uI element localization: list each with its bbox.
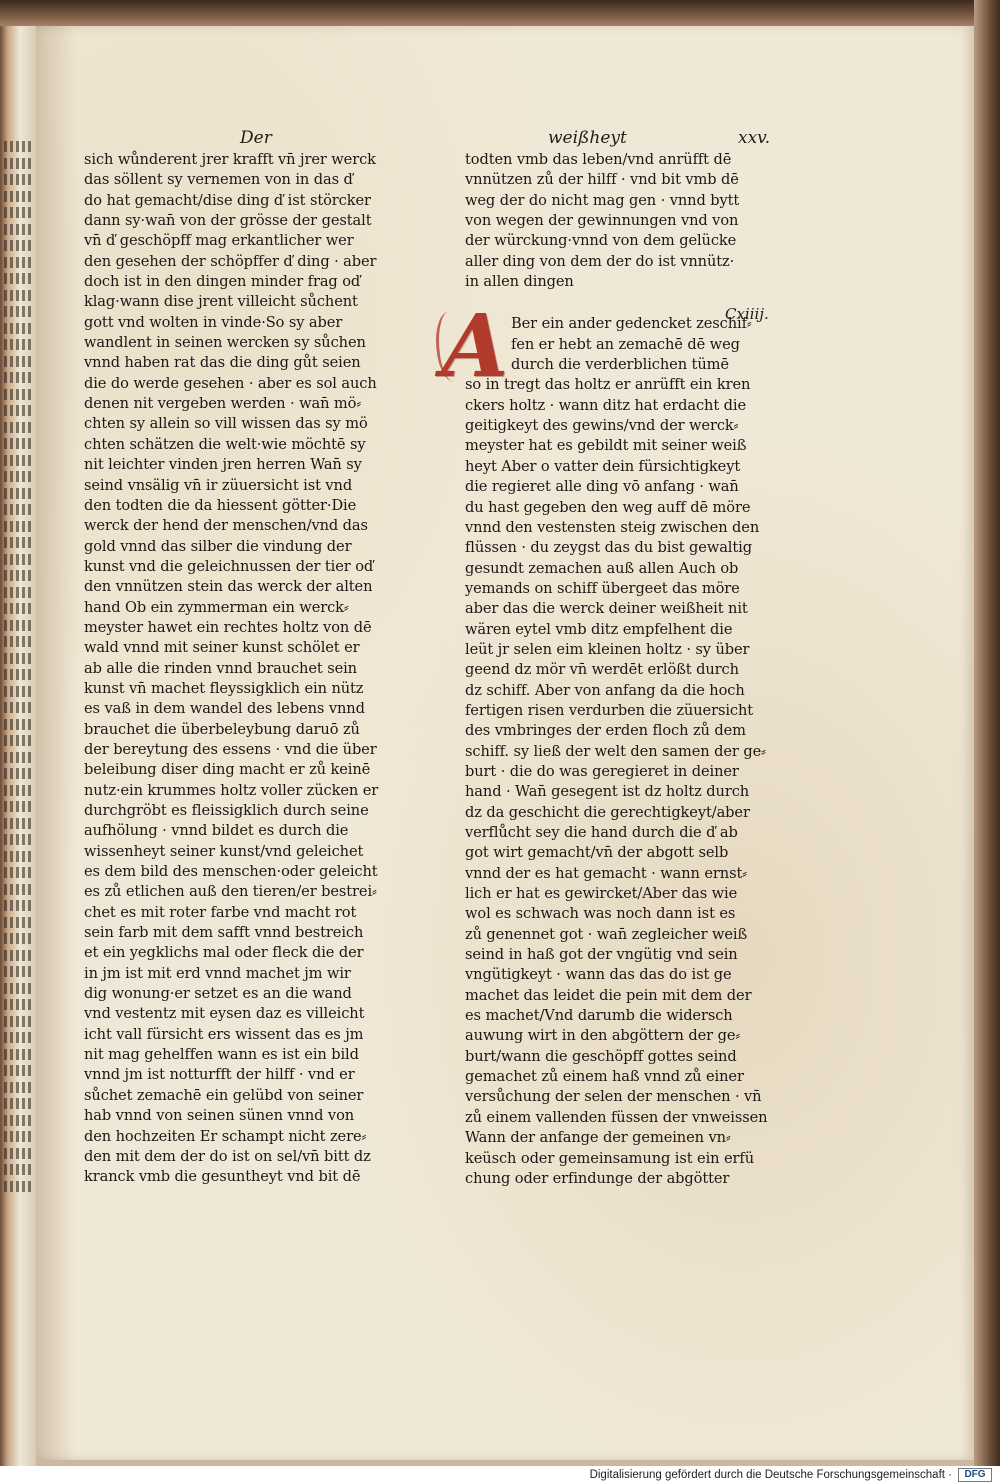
facing-page-text-fragment	[4, 372, 32, 383]
text-line: gesundt zemachen auß allen Auch ob	[465, 559, 739, 577]
text-line: so in tregt das holtz er anrüfft ein kren	[465, 376, 751, 394]
text-line: geitigkeyt des gewins/vnd der werck⸗	[465, 417, 739, 435]
text-line: chet es mit roter farbe vnd macht rot	[84, 903, 357, 921]
text-line: durchgröbt es fleissigklich durch seine	[84, 802, 369, 819]
facing-page-text-fragment	[4, 570, 32, 581]
text-line: do hat gemacht/dise ding ď ist störcker	[84, 191, 371, 209]
text-line: got wirt gemacht/vn̄ der abgott selb	[465, 844, 729, 862]
text-line: wären eytel vmb ditz empfelhent die	[465, 620, 733, 638]
text-line: die do werde gesehen · aber es sol auch	[84, 374, 377, 392]
text-line: den hochzeiten Er schampt nicht zere⸗	[84, 1127, 367, 1145]
chapter-number: Cxiiij.	[725, 305, 769, 323]
text-line: kunst vnd die geleichnussen der tier oď	[84, 557, 374, 575]
text-line: dig wonung·er setzet es an die wand	[84, 985, 352, 1003]
text-line: hand Ob ein zymmerman ein werck⸗	[84, 598, 349, 616]
facing-page-text-fragment	[4, 273, 32, 284]
text-line: vnnd jm ist notturfft der hilff · vnd er	[84, 1066, 355, 1084]
text-line: ab alle die rinden vnnd brauchet sein	[84, 659, 357, 677]
text-line: dz schiff. Aber von anfang da die hoch	[465, 681, 745, 699]
text-line: den vnnützen stein das werck der alten	[84, 578, 373, 596]
facing-page-text-fragment	[4, 867, 32, 878]
text-line: aber das die werck deiner weißheit nit	[465, 600, 748, 618]
facing-page-text-fragment	[4, 851, 32, 862]
facing-page-text-fragment	[4, 1065, 32, 1076]
text-line: doch ist in den dingen minder frag oď	[84, 273, 361, 291]
text-line: das söllent sy vernemen von in das ď	[84, 171, 353, 189]
text-line: Ber ein ander gedencket zeschif⸗	[511, 315, 752, 333]
facing-page-text-fragment	[4, 488, 32, 499]
text-line: es vaß in dem wandel des lebens vnnd	[84, 700, 365, 718]
left-text-column	[84, 150, 414, 1188]
text-line: den gesehen der schöpffer ď ding · aber	[84, 252, 377, 270]
text-line: zů einem vallenden füssen der vnweissen	[465, 1108, 768, 1126]
text-line: verflůcht sey die hand durch die ď ab	[465, 824, 738, 841]
text-line: du hast gegeben den weg auff dē möre	[465, 498, 751, 516]
text-line: vnd vestentz mit eysen daz es villeicht	[84, 1005, 365, 1023]
text-line: klag·wann dise jrent villeicht sůchent	[84, 293, 358, 311]
facing-page-text-fragment	[4, 1115, 32, 1126]
facing-page-text-fragment	[4, 1181, 32, 1192]
facing-page-text-fragment	[4, 323, 32, 334]
facing-page-text-fragment	[4, 669, 32, 680]
text-line: flüssen · du zeygst das du bist gewaltig	[465, 539, 752, 557]
text-line: wald vnnd mit seiner kunst schölet er	[84, 639, 360, 657]
facing-page-text-fragment	[4, 966, 32, 977]
facing-page-text-fragment	[4, 768, 32, 779]
facing-page-text-fragment	[4, 620, 32, 631]
text-line: chung oder erfindunge der abgötter	[465, 1169, 730, 1187]
facing-page-text-fragment	[4, 686, 32, 697]
text-line: schiff. sy ließ der welt den samen der ge⸗	[465, 742, 766, 760]
text-line: des vmbringes der erden floch zů dem	[465, 722, 746, 740]
text-line: meyster hat es gebildt mit seiner weiß	[465, 437, 747, 455]
right-column-top-block	[465, 150, 775, 292]
text-line: lich er hat es gewircket/Aber das wie	[465, 885, 738, 903]
facing-page-text-fragment	[4, 438, 32, 449]
text-line: wandlent in seinen wercken sy sůchen	[84, 334, 366, 352]
text-line: hand · Wan̄ gesegent ist dz holtz durch	[465, 783, 750, 801]
text-line: Wann der anfange der gemeinen vn⸗	[465, 1129, 731, 1147]
text-line: den todten die da hiessent götter·Die	[84, 496, 357, 514]
facing-page-edge	[0, 26, 36, 1466]
facing-page-text-fragment	[4, 207, 32, 218]
facing-page-text-fragment	[4, 999, 32, 1010]
facing-page-text-fragment	[4, 257, 32, 268]
text-line: nit leichter vinden jren herren Wan̄ sy	[84, 456, 362, 474]
text-line: meyster hawet ein rechtes holtz von dē	[84, 618, 372, 636]
text-line: fertigen risen verdurben die züuersicht	[465, 701, 754, 719]
text-line: in jm ist mit erd vnnd machet jm wir	[84, 964, 351, 982]
text-line: der würckung·vnnd von dem gelücke	[465, 232, 737, 250]
facing-page-text-fragment	[4, 752, 32, 763]
text-line: todten vmb das leben/vnd anrüfft dē	[465, 151, 732, 168]
facing-page-text-fragment	[4, 801, 32, 812]
text-line: es zů etlichen auß den tieren/er bestrei⸗	[84, 883, 377, 901]
text-line: von wegen der gewinnungen vnd von	[465, 212, 739, 230]
text-line: fen er hebt an zemachē dē weg	[511, 335, 740, 353]
text-line: kunst vn̄ machet fleyssigklich ein nütz	[84, 679, 364, 697]
text-line: vngütigkeyt · wann das das do ist ge	[465, 966, 732, 984]
facing-page-text-fragment	[4, 884, 32, 895]
text-line: vnnd den vestensten steig zwischen den	[465, 518, 760, 536]
facing-page-text-fragment	[4, 834, 32, 845]
facing-page-text-fragment	[4, 1016, 32, 1027]
text-line: weg der do nicht mag gen · vnnd bytt	[465, 191, 740, 209]
text-line: brauchet die überbeleybung daruō zů	[84, 720, 360, 738]
book-cover-top	[0, 0, 1000, 26]
facing-page-text-fragment	[4, 339, 32, 350]
text-line: aufhölung · vnnd bildet es durch die	[84, 822, 349, 840]
text-line: seind in haß got der vngütig vnd sein	[465, 946, 738, 964]
facing-page-text-fragment	[4, 389, 32, 400]
facing-page-text-fragment	[4, 306, 32, 317]
running-head-title: weißheyt	[548, 128, 627, 148]
facing-page-text-fragment	[4, 785, 32, 796]
facing-page-text-fragment	[4, 521, 32, 532]
facing-page-text-fragment	[4, 653, 32, 664]
facing-page-text-fragment	[4, 587, 32, 598]
text-line: leüt jr selen eim kleinen holtz · sy über	[465, 640, 750, 658]
facing-page-text-fragment	[4, 1148, 32, 1159]
text-line: sůchet zemachē ein gelübd von seiner	[84, 1086, 364, 1104]
facing-page-text-fragment	[4, 702, 32, 713]
facing-page-text-fragment	[4, 537, 32, 548]
text-line: burt/wann die geschöpff gottes seind	[465, 1047, 737, 1065]
facing-page-text-fragment	[4, 158, 32, 169]
dfg-logo: DFG	[958, 1468, 992, 1482]
right-column-chapter-block	[465, 314, 775, 1189]
text-line: versůchung der selen der menschen · vn̄	[465, 1088, 762, 1106]
facing-page-text-fragment	[4, 191, 32, 202]
text-line: gott vnd wolten in vinde·So sy aber	[84, 313, 343, 331]
text-line: auwung wirt in den abgöttern der ge⸗	[465, 1027, 741, 1045]
text-line: icht vall fürsicht ers wissent das es jm	[84, 1025, 364, 1043]
rubricated-initial: A	[441, 296, 509, 397]
book-cover-edge	[974, 0, 1000, 1484]
facing-page-text-fragment	[4, 1164, 32, 1175]
facing-page-text-fragment	[4, 422, 32, 433]
text-line: vnnützen zů der hilff · vnd bit vmb dē	[465, 171, 739, 189]
text-line: aller ding von dem der do ist vnnütz·	[465, 252, 735, 270]
facing-page-text-fragment	[4, 1098, 32, 1109]
folio-number: xxv.	[738, 128, 771, 148]
facing-page-text-fragment	[4, 603, 32, 614]
text-line: ckers holtz · wann ditz hat erdacht die	[465, 396, 746, 414]
text-line: heyt Aber o vatter dein fürsichtigkeyt	[465, 457, 741, 475]
text-line: vn̄ ď geschöpff mag erkantlicher wer	[84, 232, 354, 250]
text-line: machet das leidet die pein mit dem der	[465, 986, 752, 1004]
facing-page-text-fragment	[4, 224, 32, 235]
text-line: durch die verderblichen tümē	[511, 356, 729, 374]
facing-page-text-fragment	[4, 290, 32, 301]
text-line: nit mag gehelffen wann es ist ein bild	[84, 1046, 359, 1064]
running-head-left: Der	[240, 128, 272, 148]
facing-page-text-fragment	[4, 933, 32, 944]
text-line: gold vnnd das silber die vindung der	[84, 537, 352, 555]
facing-page-text-fragment	[4, 141, 32, 152]
facing-page-text-fragment	[4, 455, 32, 466]
text-line: denen nit vergeben werden · wan̄ mö⸗	[84, 395, 362, 413]
facing-page-text-fragment	[4, 1032, 32, 1043]
text-line: wol es schwach was noch dann ist es	[465, 905, 736, 923]
text-line: beleibung diser ding macht er zů keinē	[84, 761, 371, 779]
text-line: den mit dem der do ist on sel/vn̄ bitt dz	[84, 1147, 371, 1165]
text-line: yemands on schiff übergeet das möre	[465, 579, 740, 597]
facing-page-text-fragment	[4, 356, 32, 367]
text-line: nutz·ein krummes holtz voller zücken er	[84, 781, 379, 799]
facing-page-text-fragment	[4, 917, 32, 928]
text-line: dann sy·wan̄ von der grösse der gestalt	[84, 212, 372, 230]
facing-page-text-fragment	[4, 504, 32, 515]
footer-credit: Digitalisierung gefördert durch die Deutsche Forschungsgemeinschaft ·	[589, 1469, 952, 1481]
text-line: zů genennet got · wan̄ zegleicher weiß	[465, 925, 748, 943]
facing-page-text-fragment	[4, 636, 32, 647]
text-line: burt · die do was geregieret in deiner	[465, 762, 739, 780]
text-line: es machet/Vnd darumb die widersch	[465, 1007, 733, 1025]
text-line: in allen dingen	[465, 273, 574, 291]
facing-page-text-fragment	[4, 1131, 32, 1142]
text-line: sich wůnderent jrer krafft vn̄ jrer werck	[84, 151, 376, 168]
text-line: vnnd der es hat gemacht · wann ernst⸗	[465, 864, 748, 882]
text-line: die regieret alle ding vō anfang · wan̄	[465, 478, 739, 496]
facing-page-text-fragment	[4, 983, 32, 994]
text-line: kranck vmb die gesuntheyt vnd bit dē	[84, 1168, 361, 1186]
text-line: der bereytung des essens · vnd die über	[84, 740, 377, 758]
text-line: dz da geschicht die gerechtigkeyt/aber	[465, 803, 750, 821]
text-line: wissenheyt seiner kunst/vnd geleichet	[84, 842, 364, 860]
facing-page-text-fragment	[4, 1082, 32, 1093]
facing-page-text-fragment	[4, 900, 32, 911]
facing-page-text-fragment	[4, 735, 32, 746]
text-line: es dem bild des menschen·oder geleicht	[84, 863, 378, 881]
text-line: keüsch oder gemeinsamung ist ein erfü	[465, 1149, 755, 1167]
facing-page-text-fragment	[4, 554, 32, 565]
facing-page-text-fragment	[4, 818, 32, 829]
text-line: chten schätzen die welt·wie möchtē sy	[84, 435, 366, 453]
text-line: gemachet zů einem haß vnnd zů einer	[465, 1068, 744, 1086]
text-line: hab vnnd von seinen sünen vnnd von	[84, 1107, 355, 1125]
facing-page-text-fragment	[4, 471, 32, 482]
text-line: geend dz mör vn̄ werdēt erlößt durch	[465, 661, 739, 679]
facing-page-text-fragment	[4, 719, 32, 730]
facing-page-text-fragment	[4, 950, 32, 961]
text-line: werck der hend der menschen/vnd das	[84, 517, 368, 535]
text-line: et ein yegklichs mal oder fleck die der	[84, 944, 364, 962]
facing-page-text-fragment	[4, 174, 32, 185]
facing-page-text-fragment	[4, 405, 32, 416]
facing-page-text-fragment	[4, 1049, 32, 1060]
text-line: seind vnsälig vn̄ ir züuersicht ist vnd	[84, 476, 353, 494]
text-line: vnnd haben rat das die ding gůt seien	[84, 354, 361, 372]
facing-page-text-fragment	[4, 240, 32, 251]
text-line: sein farb mit dem safft vnnd bestreich	[84, 924, 364, 942]
text-line: chten sy allein so vill wissen das sy mö	[84, 415, 368, 433]
